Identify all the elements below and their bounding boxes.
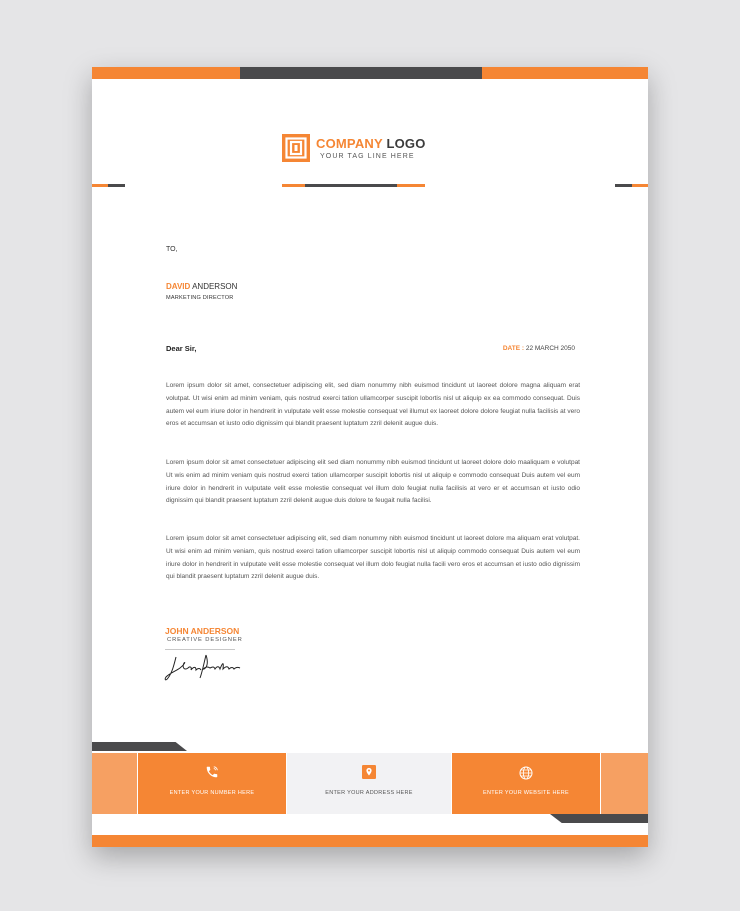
company-logo-icon — [282, 134, 310, 162]
divider-accent — [108, 184, 125, 187]
divider-accent — [282, 184, 305, 187]
body-paragraph: Lorem ipsum dolor sit amet, consectetuer adipiscing elit, sed diam nonummy nibh euismod tincidunt ut laoreet dolore magna aliquam erat volutpat. Ut wisi enim ad minim veniam, quis nostrud exerci tation ullamcorper suscipit lobortis nisl ut aliquip ex ea commodo consequat. Duis autem vel eum iriure dolor in hendrerit in vulputate velit esse molestie consequat vel illumut ex laoreet dolore dolore feugiat nulla facilisis at vero eros et accumsan et iusto odio dignissim qui blandit praesent luptatum zzril delenit augue duis. — [166, 382, 580, 428]
divider-accent — [397, 184, 425, 187]
logo-word-company: COMPANY — [316, 136, 383, 151]
top-bar-right — [482, 67, 648, 79]
divider-accent — [92, 184, 108, 187]
website-text: ENTER YOUR WEBSITE HERE — [483, 790, 569, 796]
recipient-last-name: ANDERSON — [192, 282, 238, 291]
globe-icon — [518, 765, 534, 781]
location-pin-icon — [362, 765, 376, 779]
footer-address-panel — [287, 753, 451, 814]
letterhead-page — [92, 67, 648, 847]
footer-accent-right — [550, 814, 648, 823]
company-tagline: YOUR TAG LINE HERE — [320, 153, 415, 160]
footer-phone-panel — [138, 753, 286, 814]
to-label: TO, — [166, 246, 178, 253]
divider-accent — [615, 184, 632, 187]
date-value: 22 MARCH 2050 — [525, 345, 575, 352]
signer-name: JOHN ANDERSON — [165, 626, 240, 636]
footer-website-panel — [452, 753, 600, 814]
recipient-title: MARKETING DIRECTOR — [166, 295, 234, 301]
signer-role: CREATIVE DESIGNER — [167, 637, 243, 643]
address-text: ENTER YOUR ADDRESS HERE — [325, 790, 413, 796]
recipient-first-name: DAVID — [166, 282, 191, 291]
footer-side-right — [601, 753, 648, 814]
salutation: Dear Sir, — [166, 344, 197, 353]
divider-accent — [305, 184, 397, 187]
phone-text: ENTER YOUR NUMBER HERE — [169, 790, 255, 796]
letter-date — [503, 345, 575, 352]
handwritten-signature — [162, 651, 242, 685]
footer-side-left — [92, 753, 137, 814]
divider-accent — [632, 184, 648, 187]
logo-word-logo: LOGO — [386, 136, 426, 151]
footer-accent-left — [92, 742, 187, 751]
phone-icon — [205, 765, 219, 779]
bottom-bar — [92, 835, 648, 847]
company-logo-text — [316, 136, 426, 151]
recipient-name — [166, 282, 237, 291]
body-paragraph: Lorem ipsum dolor sit amet consectetuer adipiscing elit, sed diam nonummy nibh euismod tincidunt ut laoreet dolore ma aliquam erat volutpat. Ut wisi enim ad minim veniam, quis nostrud exerci tation ullamcorper suscipit lobortis nisl ut aliquip commodo consequat Duis autem vel eum iriure dolor in hendrerit in vulputate velit esse molestie consequat vel illum dolo feugiat nulla facili vero eros et accumsan et iusto odio dignissim qui blandit praesent luptatum zzril delenit augue duis. — [166, 535, 580, 581]
date-label: DATE : — [502, 345, 525, 352]
top-bar-center — [240, 67, 482, 79]
body-paragraph: Lorem ipsum dolor sit amet consectetuer adipiscing elit sed diam nonummy nibh euismod tincidunt ut laoreet dolore dolo maaliquam e volutpat Ut wis enim ad minim veniam quis nostrud exerci tation ullamcorper suscipit lobortis nisl ut aliquip e commodo consequat Duis autem vel eum iriure dolor in hendrerit in vulputate velit esse molestie consequat vel illum dolo feugiat nulla facilisis at vero er et accumsan et iusto odio dignissim qui blandit praesent luptatum zzril delenit augue duis dolore te feugait nulla facilisi. — [166, 459, 580, 505]
top-bar-left — [92, 67, 240, 79]
signature-divider — [165, 649, 235, 650]
